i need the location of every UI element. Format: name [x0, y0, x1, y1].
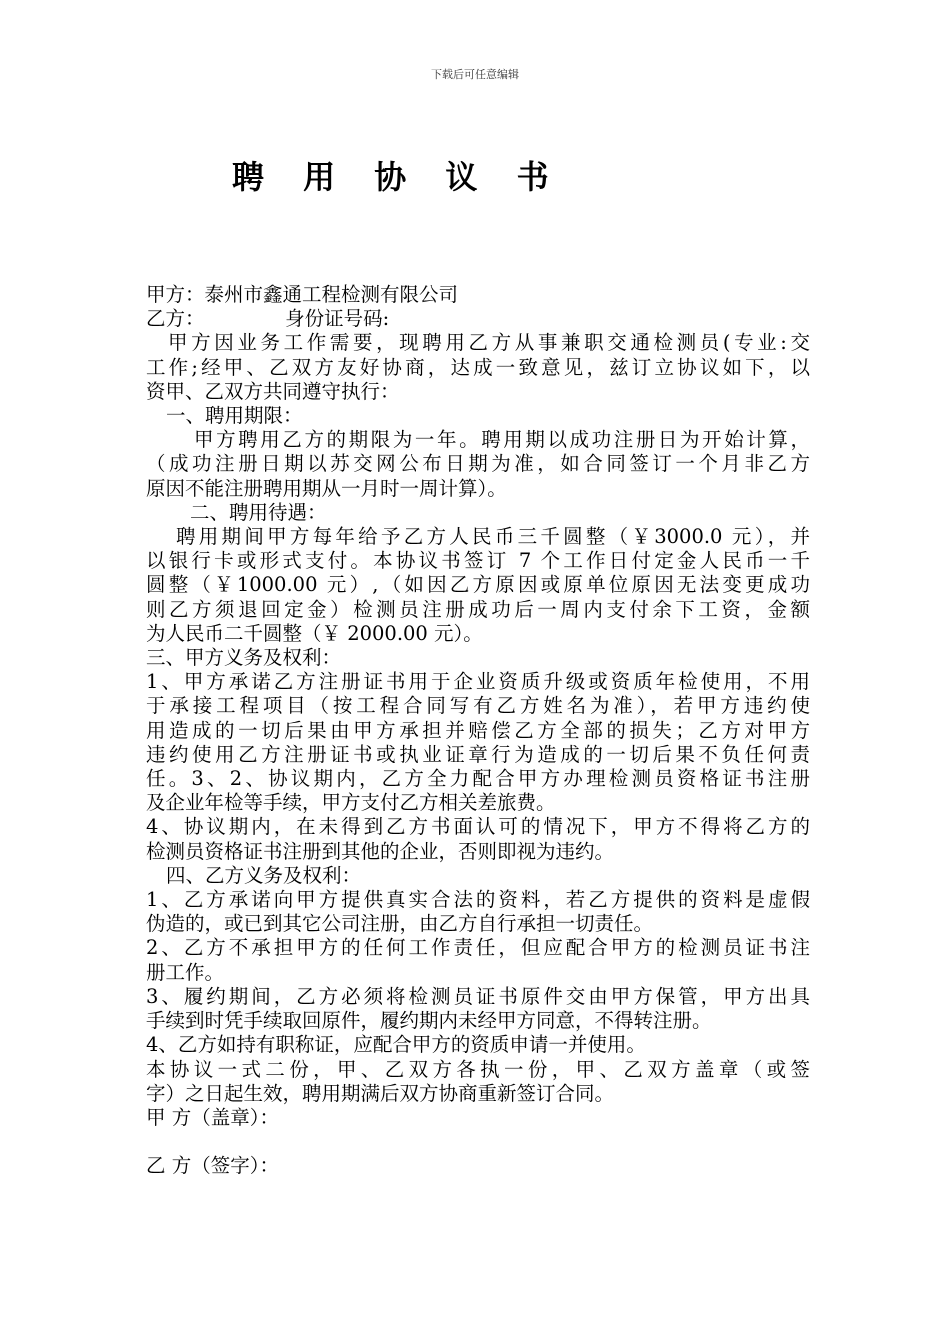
- section-4-line-7: 4、乙方如持有职称证，应配合甲方的资质申请一并使用。: [146, 1033, 646, 1057]
- section-4-line-4: 册工作。: [146, 960, 225, 984]
- section-1-line-1: 甲方聘用乙方的期限为一年。聘用期以成功注册日为开始计算，: [194, 428, 810, 452]
- intro-line-3: 资甲、乙双方共同遵守执行：: [146, 379, 400, 403]
- section-1-line-3: 原因不能注册聘用期从一月时一周计算）。: [146, 476, 507, 500]
- section-3-heading: 三、甲方义务及权利：: [146, 646, 342, 670]
- section-3-line-7: 4、协议期内，在未得到乙方书面认可的情况下，甲方不得将乙方的: [146, 815, 810, 839]
- document-title: 聘 用 协 议 书: [232, 158, 563, 196]
- party-b-signature-line: 乙 方（签字）：: [146, 1154, 279, 1178]
- section-3-line-1: 1、甲方承诺乙方注册证书用于企业资质升级或资质年检使用，不用: [146, 670, 810, 694]
- section-3-line-4: 违约使用乙方注册证书或执业证章行为造成的一切后果不负任何责: [146, 742, 810, 766]
- section-3-line-2: 于承接工程项目（按工程合同写有乙方姓名为准），若甲方违约使: [146, 694, 810, 718]
- section-4-heading: 四、乙方义务及权利：: [166, 863, 362, 887]
- section-2-heading: 二、聘用待遇：: [190, 500, 327, 524]
- signature-spacer: [146, 1130, 810, 1154]
- section-4-line-6: 手续到时凭手续取回原件，履约期内未经甲方同意，不得转注册。: [146, 1009, 712, 1033]
- header-note: 下载后可任意编辑: [431, 68, 519, 81]
- section-2-line-5: 为人民币二千圆整（￥ 2000.00 元）。: [146, 621, 483, 645]
- section-4-line-1: 1、乙方承诺向甲方提供真实合法的资料，若乙方提供的资料是虚假: [146, 888, 810, 912]
- closing-line-1: 本协议一式二份，甲、乙双方各执一份，甲、乙双方盖章（或签: [146, 1057, 810, 1081]
- closing-line-2: 字）之日起生效，聘用期满后双方协商重新签订合同。: [146, 1081, 615, 1105]
- section-3-line-3: 用造成的一切后果由甲方承担并赔偿乙方全部的损失；乙方对甲方: [146, 718, 810, 742]
- section-2-line-3: 圆整（￥1000.00 元）,（如因乙方原因或原单位原因无法变更成功: [146, 573, 810, 597]
- section-2-line-1: 聘用期间甲方每年给予乙方人民币三千圆整（￥3000.0 元），并: [176, 525, 810, 549]
- section-4-line-3: 2、乙方不承担甲方的任何工作责任，但应配合甲方的检测员证书注: [146, 936, 810, 960]
- section-2-line-4: 则乙方须退回定金）检测员注册成功后一周内支付余下工资，金额: [146, 597, 810, 621]
- party-b-line: 乙方： 身份证号码:: [146, 307, 390, 331]
- party-a-line: 甲方：泰州市鑫通工程检测有限公司: [146, 283, 459, 306]
- intro-line-2: 工作;经甲、乙双方友好协商，达成一致意见，兹订立协议如下，以: [146, 355, 810, 379]
- section-3-line-8: 检测员资格证书注册到其他的企业，否则即视为违约。: [146, 839, 615, 863]
- section-1-heading: 一、聘用期限：: [166, 404, 303, 428]
- section-3-line-6: 及企业年检等手续，甲方支付乙方相关差旅费。: [146, 791, 556, 815]
- section-3-line-5: 任。3、2、协议期内，乙方全力配合甲方办理检测员资格证书注册: [146, 767, 810, 791]
- party-a-seal-line: 甲 方（盖章）：: [146, 1105, 279, 1129]
- intro-line-1: 甲方因业务工作需要，现聘用乙方从事兼职交通检测员(专业:交: [168, 331, 810, 355]
- section-4-line-2: 伪造的，或已到其它公司注册，由乙方自行承担一切责任。: [146, 912, 654, 936]
- section-1-line-2: （成功注册日期以苏交网公布日期为准，如合同签订一个月非乙方: [146, 452, 810, 476]
- agreement-body: [146, 283, 810, 1178]
- section-2-line-2: 以银行卡或形式支付。本协议书签订 7 个工作日付定金人民币一千: [146, 549, 810, 573]
- section-4-line-5: 3、履约期间，乙方必须将检测员证书原件交由甲方保管，甲方出具: [146, 984, 810, 1008]
